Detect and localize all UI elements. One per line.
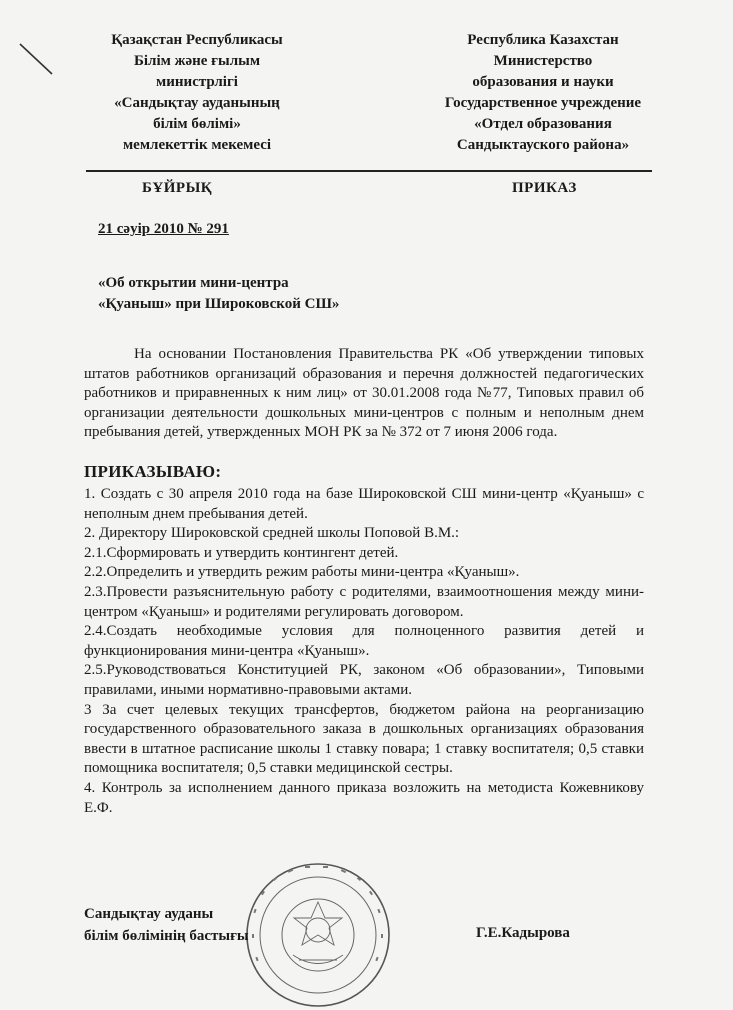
doc-type-russian: ПРИКАЗ	[512, 180, 577, 196]
signatory-name: Г.Е.Кадырова	[476, 925, 570, 941]
pen-stroke-mark	[18, 40, 58, 80]
order-subject	[98, 273, 339, 315]
signature-position-line: білім бөлімінің бастығы	[84, 928, 249, 944]
order-item: 4. Контроль за исполнением данного приказа возложить на методиста Кожевникову Е.Ф.	[84, 779, 644, 816]
header-divider	[86, 170, 652, 172]
order-subject-line: «Об открытии мини-центра	[98, 275, 289, 291]
order-item: 2. Директору Широковской средней школы Поповой В.М.:	[84, 525, 460, 542]
header-russian-line: образования и науки	[472, 74, 614, 90]
order-item: 2.4.Создать необходимые условия для полноценного развития детей и функционирования мини-центра «Қуаныш».	[84, 623, 644, 659]
header-russian-line: Республика Казахстан	[467, 32, 619, 48]
order-item: 1. Создать с 30 апреля 2010 года на базе Широковской СШ мини-центр «Қуаныш» с неполным днем пребывания детей.	[84, 486, 644, 522]
order-item: 2.3.Провести разъяснительную работу с родителями, взаимоотношения между мини-центром «Қуаныш» и родителями регулировать договором.	[84, 583, 644, 620]
header-kazakh-line: Білім және ғылым	[133, 53, 261, 69]
header-russian-line: Министерство	[493, 53, 593, 69]
header-russian	[418, 30, 668, 156]
order-word: ПРИКАЗЫВАЮ:	[84, 462, 222, 481]
header-kazakh-line: министрлігі	[156, 74, 238, 90]
header-kazakh-line: «Сандықтау ауданының	[114, 95, 280, 111]
header-russian-line: Государственное учреждение	[444, 95, 642, 111]
header-kazakh-line: білім бөлімі»	[153, 116, 241, 132]
preamble-paragraph: На основании Постановления Правительства РК «Об утверждении типовых штатов работников организаций образования и перечня должностей педагогических работников и приравненных к ним лиц» от 30.01.2008 года №77, Типовых правил об организации деятельности дошкольных мини-центров с полным и неполным днем пребывания детей, утвержденных МОН РК за № 372 от 7 июня 2006 года.	[84, 346, 644, 441]
order-item: 2.1.Сформировать и утвердить контингент детей.	[84, 544, 399, 561]
order-items	[84, 485, 644, 818]
order-item: 2.2.Определить и утвердить режим работы мини-центра «Қуаныш».	[84, 564, 520, 581]
order-subject-line: «Қуаныш» при Широковской СШ»	[98, 296, 340, 312]
doc-type-kazakh: БҰЙРЫҚ	[142, 180, 213, 196]
official-seal-stamp	[243, 860, 393, 1010]
header-kazakh-line: мемлекеттік мекемесі	[122, 137, 272, 153]
header-kazakh-line: Қазақстан Республикасы	[111, 32, 283, 48]
signature-position-line: Сандықтау ауданы	[84, 906, 214, 922]
header-kazakh	[92, 30, 302, 156]
header-russian-line: Сандыктауского района»	[456, 137, 630, 153]
signature-position	[84, 903, 249, 947]
order-item: 2.5.Руководствоваться Конституцией РК, законом «Об образовании», Типовыми правилами, иными нормативно-правовыми актами.	[84, 662, 644, 698]
order-item: 3 За счет целевых текущих трансфертов, бюджетом района на реорганизацию государственного образовательного заказа в дошкольных организациях образования ввести в штатное расписание школы 1 ставку повара; 1 ставку воспитателя; 0,5 ставки помощника воспитателя; 0,5 ставки медицинской сестры.	[84, 701, 644, 777]
order-number-date: 21 сәуір 2010 № 291	[98, 221, 229, 237]
header-russian-line: «Отдел образования	[474, 116, 612, 132]
